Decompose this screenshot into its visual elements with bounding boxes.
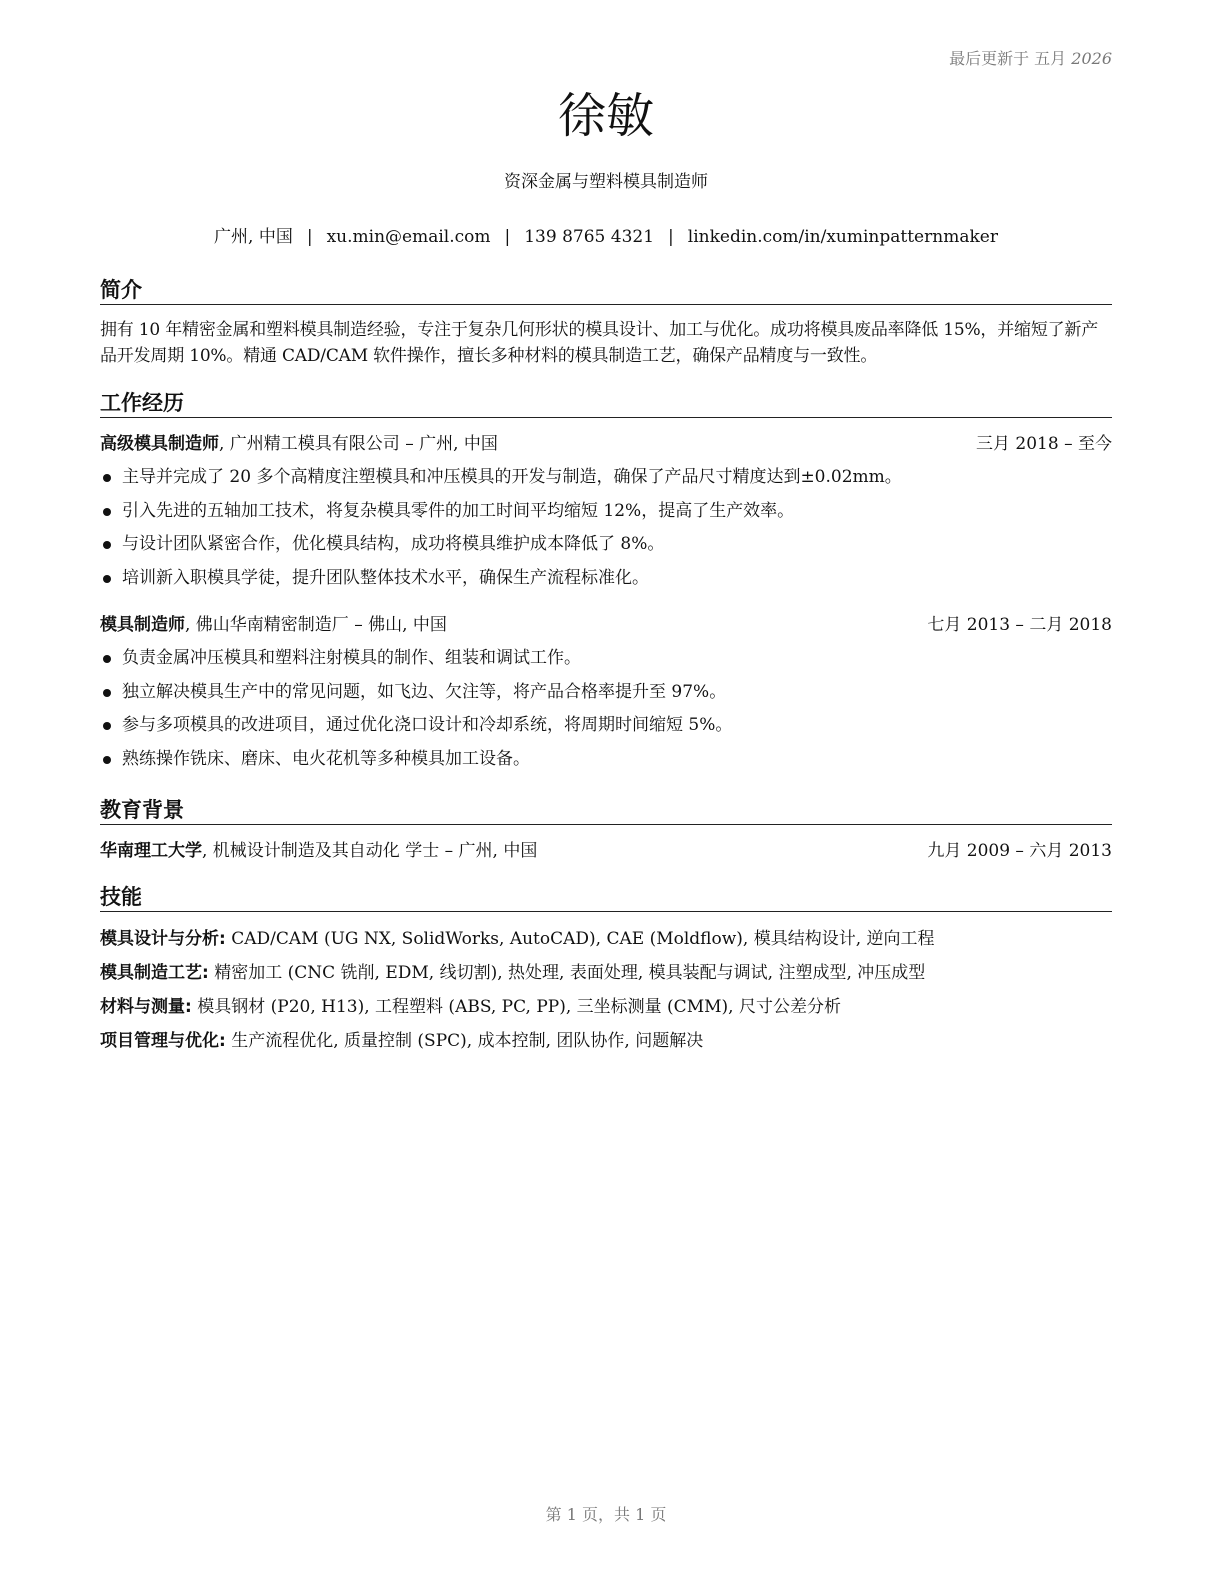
bullet-text: 负责金属冲压模具和塑料注射模具的制作、组装和调试工作。 xyxy=(122,648,581,668)
list-item xyxy=(100,676,1112,710)
skill-row xyxy=(100,956,1112,990)
bullet-text: 引入先进的五轴加工技术，将复杂模具零件的加工时间平均缩短 12%，提高了生产效率。 xyxy=(122,500,795,521)
skill-value: 精密加工 (CNC 铣削, EDM, 线切割), 热处理, 表面处理, 模具装配与调试, 注塑成型, 冲压成型 xyxy=(208,963,926,983)
bullet-icon xyxy=(103,689,111,697)
bullet-icon xyxy=(103,722,111,730)
last-updated xyxy=(949,46,1112,69)
job-role: 模具制造师 xyxy=(100,615,185,635)
education-dates: 九月 2009 – 六月 2013 xyxy=(927,841,1112,861)
skill-row xyxy=(100,990,1112,1024)
bullet-icon xyxy=(103,541,111,549)
section-title-skills: 技能 xyxy=(100,883,1112,912)
skill-label: 材料与测量: xyxy=(100,997,192,1017)
skill-value: CAD/CAM (UG NX, SolidWorks, AutoCAD), CAE (Moldflow), 模具结构设计, 逆向工程 xyxy=(225,929,935,949)
contact-phone: 139 8765 4321 xyxy=(524,227,655,247)
skill-value: 模具钢材 (P20, H13), 工程塑料 (ABS, PC, PP), 三坐标测量 (CMM), 尺寸公差分析 xyxy=(191,997,841,1017)
education-entry xyxy=(100,838,1112,864)
headline: 资深金属与塑料模具制造师 xyxy=(504,172,708,192)
last-updated-prefix: 最后更新于 五月 xyxy=(949,49,1072,68)
skill-label: 模具制造工艺: xyxy=(100,963,209,983)
job-bullets xyxy=(100,642,1112,776)
bullet-text: 主导并完成了 20 多个高精度注塑模具和冲压模具的开发与制造，确保了产品尺寸精度达到±0.02mm。 xyxy=(122,467,902,487)
bullet-icon xyxy=(103,474,111,482)
job-role: 高级模具制造师 xyxy=(100,434,219,454)
job-entry xyxy=(100,431,1112,595)
education-section xyxy=(100,796,1112,864)
section-title-summary: 简介 xyxy=(100,276,1112,305)
bullet-icon xyxy=(103,655,111,663)
candidate-name: 徐敏 xyxy=(557,88,654,144)
list-item xyxy=(100,743,1112,777)
list-item xyxy=(100,495,1112,529)
contact-location: 广州, 中国 xyxy=(214,227,293,247)
contact-separator: | xyxy=(306,227,313,247)
contact-separator: | xyxy=(504,227,511,247)
section-title-education: 教育背景 xyxy=(100,796,1112,825)
summary-text: 拥有 10 年精密金属和塑料模具制造经验，专注于复杂几何形状的模具设计、加工与优化。成功将模具废品率降低 15%，并缩短了新产品开发周期 10%。精通 CAD/CAM 软件操作，擅长多种材料的模具制造工艺，确保产品精度与一致性。 xyxy=(100,320,1099,366)
job-dates: 三月 2018 – 至今 xyxy=(976,434,1112,454)
contact-email[interactable]: xu.min@email.com xyxy=(326,227,491,247)
bullet-text: 培训新入职模具学徒，提升团队整体技术水平，确保生产流程标准化。 xyxy=(122,567,649,588)
skill-label: 项目管理与优化: xyxy=(100,1031,226,1051)
skills-section xyxy=(100,883,1112,1058)
job-header xyxy=(100,431,1112,457)
bullet-icon xyxy=(103,756,111,764)
skill-label: 模具设计与分析: xyxy=(100,929,226,949)
skill-value: 生产流程优化, 质量控制 (SPC), 成本控制, 团队协作, 问题解决 xyxy=(225,1031,704,1051)
skills-list xyxy=(100,922,1112,1058)
job-dates: 七月 2013 – 二月 2018 xyxy=(927,615,1112,635)
experience-section xyxy=(100,389,1112,776)
section-title-experience: 工作经历 xyxy=(100,389,1112,418)
list-item xyxy=(100,562,1112,596)
job-header xyxy=(100,612,1112,638)
contact-linkedin[interactable]: linkedin.com/in/xuminpatternmaker xyxy=(687,227,998,247)
last-updated-year: 2026 xyxy=(1071,49,1112,68)
school-name: 华南理工大学 xyxy=(100,841,202,861)
bullet-text: 与设计团队紧密合作，优化模具结构，成功将模具维护成本降低了 8%。 xyxy=(122,534,665,554)
skill-row xyxy=(100,1024,1112,1058)
list-item xyxy=(100,461,1112,495)
bullet-text: 参与多项模具的改进项目，通过优化浇口设计和冷却系统，将周期时间缩短 5%。 xyxy=(122,715,733,735)
contact-line xyxy=(100,225,1112,249)
job-company: , 佛山华南精密制造厂 – 佛山, 中国 xyxy=(185,615,447,635)
job-entry xyxy=(100,612,1112,776)
list-item xyxy=(100,709,1112,743)
bullet-text: 熟练操作铣床、磨床、电火花机等多种模具加工设备。 xyxy=(122,748,530,769)
skill-row xyxy=(100,922,1112,956)
list-item xyxy=(100,642,1112,676)
education-detail: , 机械设计制造及其自动化 学士 – 广州, 中国 xyxy=(202,841,538,861)
job-bullets xyxy=(100,461,1112,595)
job-company: , 广州精工模具有限公司 – 广州, 中国 xyxy=(219,434,498,454)
page-footer: 第 1 页，共 1 页 xyxy=(545,1505,667,1524)
resume-page xyxy=(100,0,1112,1584)
bullet-icon xyxy=(103,575,111,583)
bullet-icon xyxy=(103,508,111,516)
contact-separator: | xyxy=(668,227,674,247)
list-item xyxy=(100,528,1112,562)
summary-section xyxy=(100,276,1112,369)
bullet-text: 独立解决模具生产中的常见问题，如飞边、欠注等，将产品合格率提升至 97%。 xyxy=(122,681,727,702)
